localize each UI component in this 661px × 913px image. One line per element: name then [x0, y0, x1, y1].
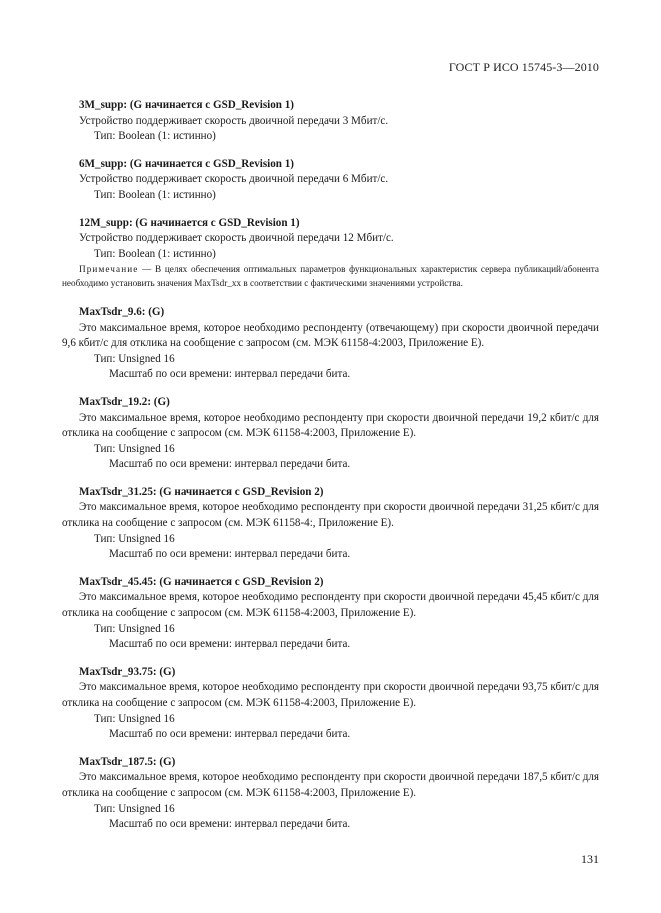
entry-term: MaxTsdr_19.2: (G): [79, 395, 170, 408]
entry-description: Устройство поддерживает скорость двоичной передачи 6 Мбит/с.: [79, 173, 389, 186]
entry-term: MaxTsdr_45.45: (G начинается с GSD_Revision 2): [79, 575, 324, 588]
document-body: [62, 98, 599, 845]
entry-scale: Масштаб по оси времени: интервал передачи бита.: [109, 548, 351, 561]
entry-type: Тип: Unsigned 16: [94, 352, 175, 365]
entry-term: MaxTsdr_9.6: (G): [79, 305, 165, 318]
note-label: Примечание: [79, 264, 139, 275]
entry-term: 12M_supp: (G начинается с GSD_Revision 1): [79, 216, 300, 229]
note-text: — В целях обеспечения оптимальных параметров функциональных характеристик сервера публикаций/абонента необходимо установить значения MaxTsdr_xx в соответствии с фактическими значениями устройства.: [62, 264, 599, 289]
entry-maxtsdr-31-25: [62, 485, 599, 563]
entry-description: Это максимальное время, которое необходимо респонденту (отвечающему) при скорости двоичной передачи 9,6 кбит/с для отклика на сообщение с запросом (см. МЭК 61158-4:2003, Приложение Е).: [62, 321, 599, 350]
entry-type: Тип: Unsigned 16: [94, 442, 175, 455]
entry-description: Устройство поддерживает скорость двоичной передачи 12 Мбит/с.: [79, 232, 394, 245]
standard-header: ГОСТ Р ИСО 15745-3—2010: [448, 60, 599, 74]
entry-maxtsdr-93-75: [62, 665, 599, 743]
entry-maxtsdr-45-45: [62, 575, 599, 653]
entry-description: Это максимальное время, которое необходимо респонденту при скорости двоичной передачи 45,45 кбит/с для отклика на сообщение с запросом (см. МЭК 61158-4:2003, Приложение Е).: [62, 591, 599, 620]
entry-type: Тип: Boolean (1: истинно): [94, 247, 216, 260]
entry-type: Тип: Unsigned 16: [94, 622, 175, 635]
entry-6m-supp: [62, 157, 599, 204]
entry-type: Тип: Boolean (1: истинно): [94, 130, 216, 143]
entry-maxtsdr-9-6: [62, 305, 599, 383]
entry-scale: Масштаб по оси времени: интервал передачи бита.: [109, 728, 351, 741]
entry-description: Это максимальное время, которое необходимо респонденту при скорости двоичной передачи 31,25 кбит/с для отклика на сообщение с запросом (см. МЭК 61158-4:, Приложение Е).: [62, 501, 599, 530]
entry-term: MaxTsdr_31.25: (G начинается с GSD_Revision 2): [79, 485, 324, 498]
entry-type: Тип: Unsigned 16: [94, 532, 175, 545]
entry-maxtsdr-19-2: [62, 395, 599, 473]
entry-scale: Масштаб по оси времени: интервал передачи бита.: [109, 458, 351, 471]
entry-description: Это максимальное время, которое необходимо респонденту при скорости двоичной передачи 187,5 кбит/с для отклика на сообщение с запросом (см. МЭК 61158-4:2003, Приложение Е).: [62, 771, 599, 799]
entry-description: Это максимальное время, которое необходимо респонденту при скорости двоичной передачи 19,2 кбит/с для отклика на сообщение с запросом (см. МЭК 61158-4:2003, Приложение Е).: [62, 411, 599, 440]
entry-term: MaxTsdr_187.5: (G): [79, 755, 176, 768]
entry-12m-supp: [62, 216, 599, 263]
entry-maxtsdr-187-5: [62, 755, 599, 833]
entry-type: Тип: Unsigned 16: [94, 802, 175, 815]
entry-description: Устройство поддерживает скорость двоичной передачи 3 Мбит/с.: [79, 114, 389, 127]
entry-term: 6M_supp: (G начинается с GSD_Revision 1): [79, 157, 294, 170]
entry-term: MaxTsdr_93.75: (G): [79, 665, 176, 678]
entry-type: Тип: Boolean (1: истинно): [94, 188, 216, 201]
entry-term: 3M_supp: (G начинается с GSD_Revision 1): [79, 99, 294, 111]
entry-scale: Масштаб по оси времени: интервал передачи бита.: [109, 638, 351, 651]
entry-type: Тип: Unsigned 16: [94, 712, 175, 725]
page-number: 131: [581, 852, 599, 866]
entry-scale: Масштаб по оси времени: интервал передачи бита.: [109, 368, 351, 381]
entry-3m-supp: [62, 98, 599, 145]
entry-scale: Масштаб по оси времени: интервал передачи бита.: [109, 818, 351, 831]
entry-description: Это максимальное время, которое необходимо респонденту при скорости двоичной передачи 93,75 кбит/с для отклика на сообщение с запросом (см. МЭК 61158-4:2003, Приложение Е).: [62, 681, 599, 709]
note: [62, 263, 599, 291]
